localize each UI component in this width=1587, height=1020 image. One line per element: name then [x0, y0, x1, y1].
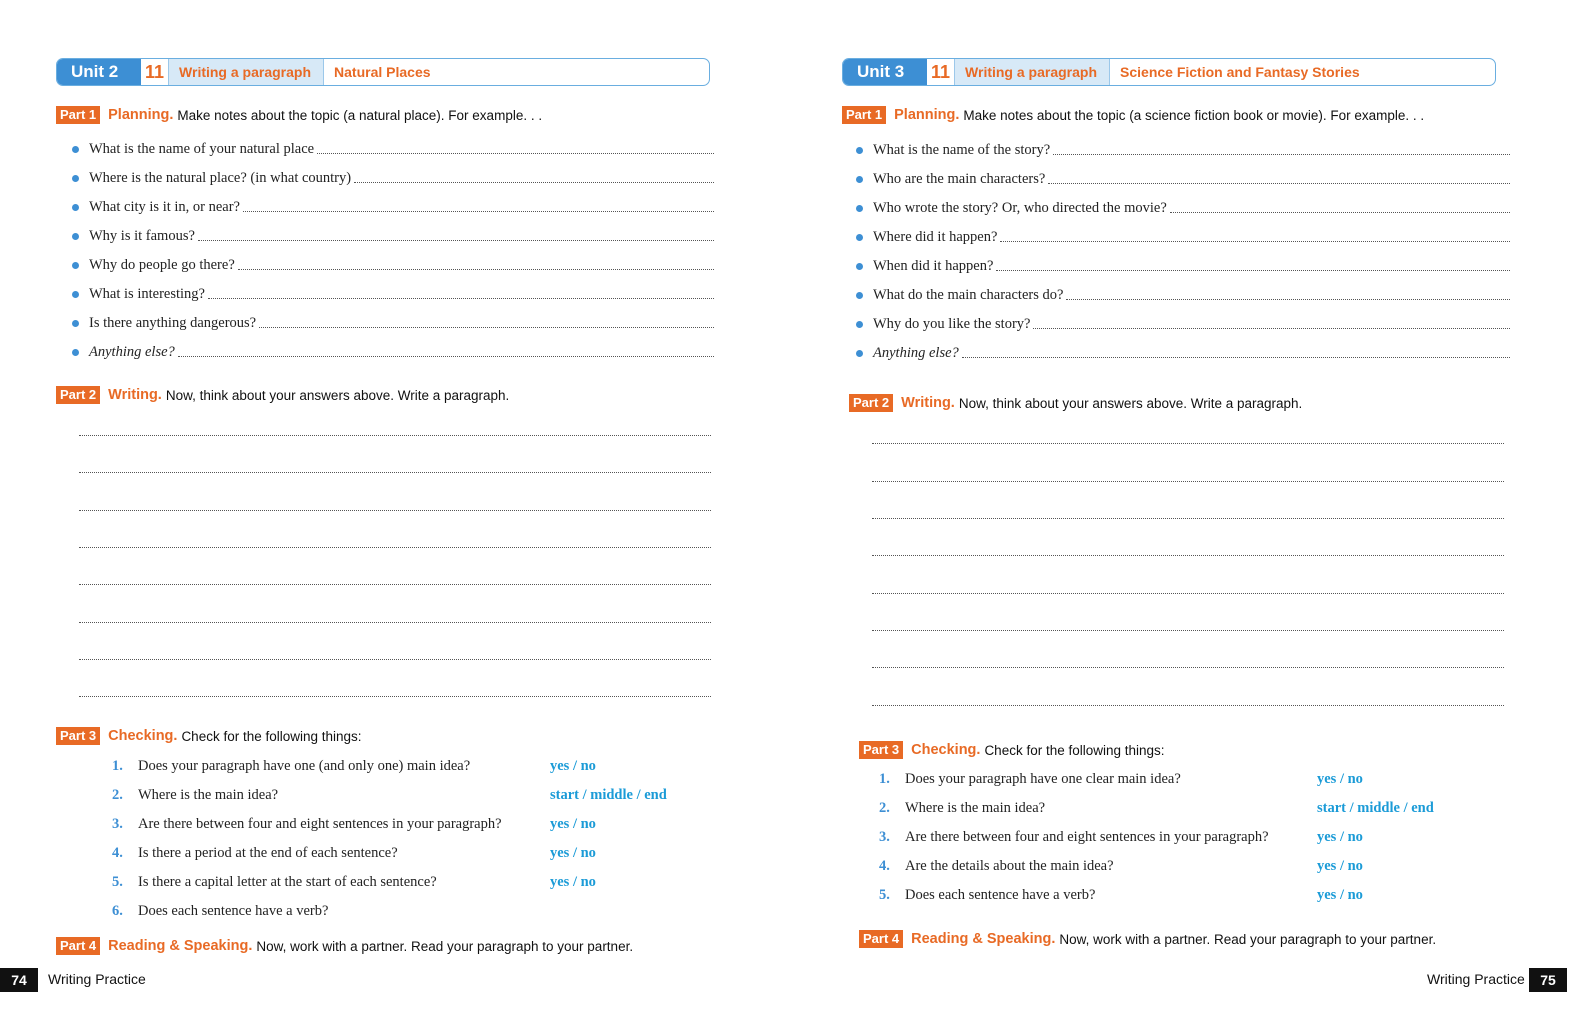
question-item: Anything else? — [856, 344, 1510, 362]
question-item: Where is the natural place? (in what country) — [72, 169, 714, 187]
part-instructions: Make notes about the topic (a natural place). For example. . . — [177, 107, 543, 123]
bullet-icon — [72, 175, 79, 182]
unit-label: Unit 2 — [57, 59, 139, 85]
part2-heading — [56, 386, 509, 404]
bullet-icon — [72, 349, 79, 356]
part-title: Writing. — [108, 387, 162, 403]
lesson-topic: Natural Places — [334, 64, 431, 80]
writing-line[interactable] — [872, 518, 1504, 519]
part-instructions: Now, think about your answers above. Write a paragraph. — [958, 395, 1303, 411]
part-instructions: Make notes about the topic (a science fiction book or movie). For example. . . — [963, 107, 1425, 123]
page-number: 74 — [0, 968, 38, 992]
checklist-item: 2. Where is the main idea? — [112, 787, 279, 803]
bullet-icon — [72, 262, 79, 269]
part1-heading — [842, 106, 1424, 124]
answer-line[interactable] — [198, 240, 714, 241]
part-instructions: Now, think about your answers above. Write a paragraph. — [165, 387, 510, 403]
writing-line[interactable] — [872, 443, 1504, 444]
checklist-item: 1. Does your paragraph have one (and only one) main idea? — [112, 758, 471, 774]
writing-line[interactable] — [872, 555, 1504, 556]
bullet-icon — [856, 205, 863, 212]
writing-line[interactable] — [872, 630, 1504, 631]
part-title: Checking. — [108, 728, 178, 744]
answer-line[interactable] — [243, 211, 714, 212]
checklist-answer[interactable]: yes / no — [550, 758, 596, 774]
left-page — [0, 0, 793, 1020]
bullet-icon — [72, 320, 79, 327]
writing-line[interactable] — [872, 705, 1504, 706]
checklist-answer[interactable]: yes / no — [550, 816, 596, 832]
checklist-answer[interactable]: yes / no — [1317, 829, 1363, 845]
answer-line[interactable] — [1000, 241, 1510, 242]
bullet-icon — [72, 233, 79, 240]
answer-line[interactable] — [1066, 299, 1510, 300]
question-item: Who wrote the story? Or, who directed the movie? — [856, 199, 1510, 217]
part-title: Planning. — [108, 107, 174, 123]
question-item: What city is it in, or near? — [72, 198, 714, 216]
question-item: Is there anything dangerous? — [72, 314, 714, 332]
bullet-icon — [856, 321, 863, 328]
writing-line[interactable] — [872, 593, 1504, 594]
answer-line[interactable] — [259, 327, 714, 328]
bullet-icon — [72, 146, 79, 153]
part-badge: Part 1 — [56, 106, 100, 124]
writing-line[interactable] — [79, 584, 711, 585]
footer-label: Writing Practice — [1427, 971, 1525, 987]
checklist-answer[interactable]: yes / no — [550, 845, 596, 861]
unit-header — [842, 58, 1496, 86]
part-title: Reading & Speaking. — [108, 938, 253, 954]
answer-line[interactable] — [317, 153, 714, 154]
writing-line[interactable] — [79, 435, 711, 436]
answer-line[interactable] — [1053, 154, 1510, 155]
part4-heading — [56, 937, 633, 955]
lesson-topic: Science Fiction and Fantasy Stories — [1120, 64, 1360, 80]
writing-line[interactable] — [79, 622, 711, 623]
checklist-item: 2. Where is the main idea? — [879, 800, 1046, 816]
question-item: Who are the main characters? — [856, 170, 1510, 188]
part4-heading — [859, 930, 1436, 948]
answer-line[interactable] — [1048, 183, 1510, 184]
part-title: Checking. — [911, 742, 981, 758]
bullet-icon — [72, 204, 79, 211]
part-badge: Part 4 — [859, 930, 903, 948]
bullet-icon — [856, 263, 863, 270]
writing-line[interactable] — [79, 547, 711, 548]
checklist-item: 5. Does each sentence have a verb? — [879, 887, 1096, 903]
unit-label: Unit 3 — [843, 59, 925, 85]
answer-line[interactable] — [1170, 212, 1510, 213]
part-instructions: Now, work with a partner. Read your paragraph to your partner. — [256, 938, 634, 954]
part-badge: Part 3 — [859, 741, 903, 759]
lesson-type: Writing a paragraph — [954, 59, 1110, 85]
answer-line[interactable] — [354, 182, 714, 183]
checklist-answer[interactable]: yes / no — [1317, 887, 1363, 903]
writing-line[interactable] — [872, 481, 1504, 482]
answer-line[interactable] — [208, 298, 714, 299]
writing-line[interactable] — [79, 659, 711, 660]
answer-line[interactable] — [238, 269, 714, 270]
part-badge: Part 1 — [842, 106, 886, 124]
right-page — [793, 0, 1587, 1020]
part-title: Reading & Speaking. — [911, 931, 1056, 947]
answer-line[interactable] — [1033, 328, 1510, 329]
checklist-answer[interactable]: start / middle / end — [550, 787, 667, 803]
part-badge: Part 2 — [849, 394, 893, 412]
footer-label: Writing Practice — [48, 971, 146, 987]
unit-header — [56, 58, 710, 86]
part3-heading — [859, 741, 1165, 759]
bullet-icon — [72, 291, 79, 298]
lesson-number: 11 — [925, 59, 954, 85]
checklist-answer[interactable]: start / middle / end — [1317, 800, 1434, 816]
part-instructions: Check for the following things: — [181, 728, 362, 744]
part-instructions: Check for the following things: — [984, 742, 1165, 758]
lesson-type: Writing a paragraph — [168, 59, 324, 85]
question-item: Where did it happen? — [856, 228, 1510, 246]
checklist-item: 6. Does each sentence have a verb? — [112, 903, 329, 919]
answer-line[interactable] — [178, 356, 714, 357]
checklist-item: 3. Are there between four and eight sentences in your paragraph? — [112, 816, 502, 832]
part2-heading — [849, 394, 1302, 412]
checklist-item: 1. Does your paragraph have one clear main idea? — [879, 771, 1181, 787]
writing-line[interactable] — [79, 696, 711, 697]
answer-line[interactable] — [962, 357, 1510, 358]
part-title: Writing. — [901, 395, 955, 411]
part3-heading — [56, 727, 362, 745]
part-title: Planning. — [894, 107, 960, 123]
question-item: Anything else? — [72, 343, 714, 361]
checklist-answer[interactable]: yes / no — [1317, 858, 1363, 874]
bullet-icon — [856, 176, 863, 183]
page-number: 75 — [1529, 968, 1567, 992]
question-item: What is the name of the story? — [856, 141, 1510, 159]
part-badge: Part 4 — [56, 937, 100, 955]
checklist-item: 5. Is there a capital letter at the start of each sentence? — [112, 874, 437, 890]
writing-line[interactable] — [79, 472, 711, 473]
part-badge: Part 3 — [56, 727, 100, 745]
checklist-answer[interactable]: yes / no — [1317, 771, 1363, 787]
writing-line[interactable] — [79, 510, 711, 511]
answer-line[interactable] — [996, 270, 1510, 271]
part-instructions: Now, work with a partner. Read your paragraph to your partner. — [1059, 931, 1437, 947]
bullet-icon — [856, 350, 863, 357]
part1-heading — [56, 106, 542, 124]
bullet-icon — [856, 292, 863, 299]
checklist-item: 4. Are the details about the main idea? — [879, 858, 1114, 874]
question-item: Why do you like the story? — [856, 315, 1510, 333]
checklist-item: 3. Are there between four and eight sentences in your paragraph? — [879, 829, 1269, 845]
question-item: When did it happen? — [856, 257, 1510, 275]
question-item: Why do people go there? — [72, 256, 714, 274]
part-badge: Part 2 — [56, 386, 100, 404]
checklist-answer[interactable]: yes / no — [550, 874, 596, 890]
question-item: What do the main characters do? — [856, 286, 1510, 304]
lesson-number: 11 — [139, 59, 168, 85]
question-item: What is interesting? — [72, 285, 714, 303]
writing-line[interactable] — [872, 667, 1504, 668]
bullet-icon — [856, 234, 863, 241]
bullet-icon — [856, 147, 863, 154]
question-item: Why is it famous? — [72, 227, 714, 245]
checklist-item: 4. Is there a period at the end of each sentence? — [112, 845, 398, 861]
question-item: What is the name of your natural place — [72, 140, 714, 158]
